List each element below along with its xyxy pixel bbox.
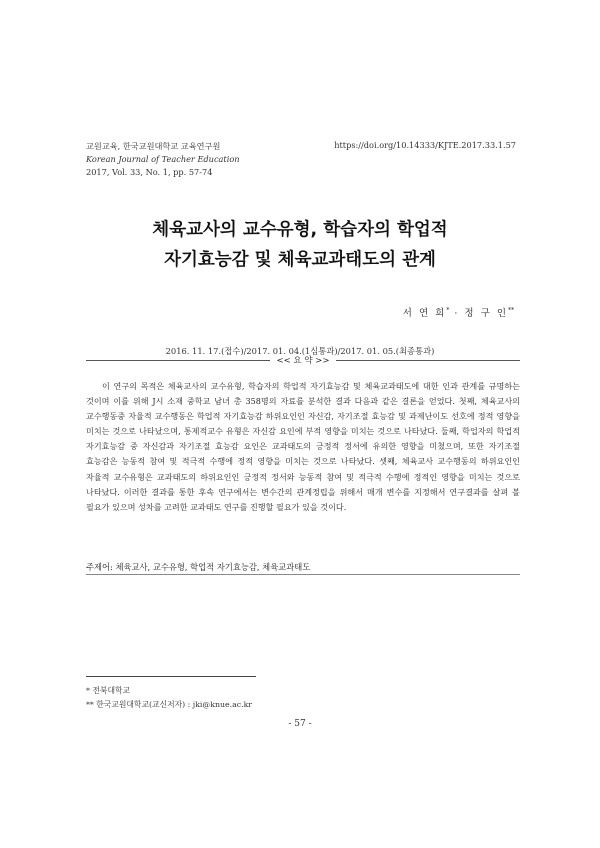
volume-info: 2017, Vol. 33, No. 1, pp. 57-74 bbox=[86, 167, 213, 177]
publisher-line: 교원교육, 한국교원대학교 교육연구원 bbox=[86, 141, 221, 151]
author-2-mark: ** bbox=[508, 306, 514, 314]
author-list bbox=[403, 305, 514, 319]
abstract-section bbox=[86, 356, 520, 512]
author-separator: · bbox=[449, 308, 465, 319]
abstract-heading bbox=[86, 354, 520, 366]
keywords-items: 체육교사, 교수유형, 학업적 자기효능감, 체육교과태도 bbox=[115, 562, 311, 572]
submission-dates: 2016. 11. 17.(접수)/2017. 01. 04.(1심통과)/2017. 01. 05.(최종통과) bbox=[165, 346, 435, 356]
paper-title bbox=[0, 215, 600, 275]
journal-header bbox=[86, 140, 240, 179]
keywords-label: 주제어: bbox=[86, 562, 113, 572]
author-1: 서 연 희 bbox=[402, 308, 447, 319]
footnotes bbox=[86, 684, 252, 712]
title-line-1: 체육교사의 교수유형, 학습자의 학업적 bbox=[152, 220, 448, 240]
doi-link[interactable]: https://doi.org/10.14333/KJTE.2017.33.1.57 bbox=[334, 140, 516, 150]
journal-name: Korean Journal of Teacher Education bbox=[86, 154, 240, 164]
author-1-mark: * bbox=[446, 306, 450, 314]
keywords-divider bbox=[86, 574, 520, 575]
keywords bbox=[86, 561, 520, 573]
abstract-text: 이 연구의 목적은 체육교사의 교수유형, 학습자의 학업적 자기효능감 및 체육교과태도에 대한 인과 관계를 규명하는 것이며 이를 위해 J시 소재 중학교 남녀 총 358명의 자료를 분석한 결과 다음과 같은 결론을 얻었다. 첫째, 체육교사의 교수행동중 자율적 교수행동은 학업적 자기효능감 하위요인인 자신감, 자기조절 효능감 및 과제난이도 선호에 정적 영향을 미치는 것으로 나타났으며, 통제적교수 유형은 자신감 요인에 부적 영향을 미치는 것으로 나타났다. 둘째, 학업자의 학업적 자기효능감 중 자신감과 자기조절 효능감 요인은 교과태도의 긍정적 정서에 유의한 영향을 미쳤으며, 또한 자기조절 효능감은 능동적 참여 및 적극적 수행에 정적 영향을 미치는 것으로 나타났다. 셋째, 체육교사 교수행동의 하위요인인 자율적 교수유형은 교과태도의 하위요인인 긍정적 정서와 능동적 참여 및 적극적 수행에 정적인 영향을 미치는 것으로 나타났다. 이러한 결과를 통한 후속 연구에서는 변수간의 관계정립을 위해서 매개 변수를 지정해서 연구결과를 살펴 볼 필요가 있으며 성차를 고려한 교과태도 연구를 진행할 필요가 있을 것이다. bbox=[86, 381, 520, 512]
footnote-2: ** 한국교원대학교(교신저자) : jki@knue.ac.kr bbox=[86, 700, 253, 709]
author-2: 정 구 인 bbox=[464, 308, 508, 319]
footnote-divider bbox=[86, 676, 256, 677]
title-line-2: 자기효능감 및 체육교과태도의 관계 bbox=[164, 250, 436, 270]
page-number: - 57 - bbox=[288, 719, 312, 729]
abstract-heading-text: << 요 약 >> bbox=[270, 356, 335, 366]
footnote-1: * 전북대학교 bbox=[86, 686, 131, 695]
